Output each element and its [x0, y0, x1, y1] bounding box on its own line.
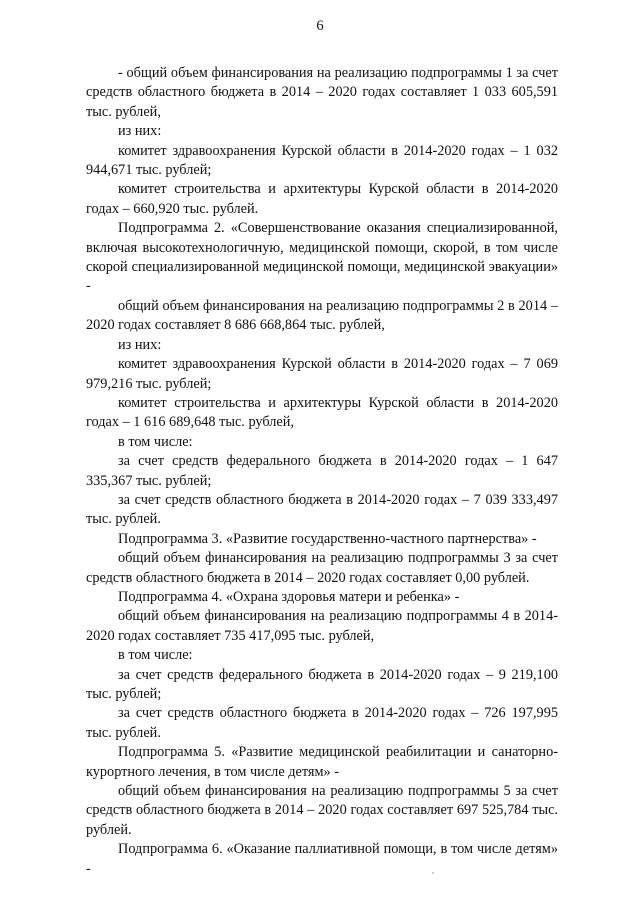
paragraph-subprogram-2-title: Подпрограмма 2. «Совершенствование оказания специализированной, включая высокотехнологичную, медицинской помощи, скорой, в том числе скорой специализированной медицинской помощи, медицинской эвакуации» -	[86, 220, 558, 295]
paragraph-subprogram-5-funding: общий объем финансирования на реализацию подпрограммы 5 за счет средств областного бюджета в 2014 – 2020 годах составляет 697 525,784 тыс. рублей.	[86, 783, 558, 838]
paragraph-federal-budget-2: за счет средств федерального бюджета в 2014-2020 годах – 1 647 335,367 тыс. рублей;	[86, 453, 558, 489]
paragraph-health-committee-2: комитет здравоохранения Курской области в 2014-2020 годах – 7 069 979,216 тыс. рублей;	[86, 356, 558, 392]
paragraph-construction-committee-2: комитет строительства и архитектуры Курской области в 2014-2020 годах – 1 616 689,648 тыс. рублей,	[86, 394, 558, 431]
paragraph-federal-budget-4: за счет средств федерального бюджета в 2014-2020 годах – 9 219,100 тыс. рублей;	[86, 666, 558, 702]
paragraph-subprogram-1-funding: - общий объем финансирования на реализацию подпрограммы 1 за счет средств областного бюджета в 2014 – 2020 годах составляет 1 033 605,591 тыс. рублей,	[86, 65, 558, 120]
paragraph-of-which: из них:	[118, 336, 162, 353]
document-body	[86, 64, 558, 879]
paragraph-regional-budget-2: за счет средств областного бюджета в 2014-2020 годах – 7 039 333,497 тыс. рублей.	[86, 491, 558, 528]
paragraph-regional-budget-4: за счет средств областного бюджета в 2014-2020 годах – 726 197,995 тыс. рублей.	[86, 705, 558, 741]
paragraph-subprogram-6-title: Подпрограмма 6. «Оказание паллиативной помощи, в том числе детям» -	[86, 841, 558, 877]
paragraph-subprogram-5-title: Подпрограмма 5. «Развитие медицинской реабилитации и санаторно-курортного лечения, в том числе детям» -	[86, 744, 558, 780]
paragraph-construction-committee-1: комитет строительства и архитектуры Курской области в 2014-2020 годах – 660,920 тыс. рублей.	[86, 181, 558, 217]
paragraph-subprogram-4-funding: общий объем финансирования на реализацию подпрограммы 4 в 2014-2020 годах составляет 735 417,095 тыс. рублей,	[86, 608, 558, 644]
paragraph-including: в том числе:	[118, 433, 193, 450]
page-number: 6	[316, 18, 324, 34]
paragraph-subprogram-3-funding: общий объем финансирования на реализацию подпрограммы 3 за счет средств областного бюджета в 2014 – 2020 годах составляет 0,00 рублей.	[86, 550, 558, 586]
paragraph-subprogram-3-title: Подпрограмма 3. «Развитие государственно-частного партнерства» -	[118, 530, 537, 547]
paragraph-health-committee-1: комитет здравоохранения Курской области в 2014-2020 годах – 1 032 944,671 тыс. рублей;	[86, 142, 558, 179]
paragraph-of-which: из них:	[118, 123, 162, 140]
paragraph-subprogram-2-funding: общий объем финансирования на реализацию подпрограммы 2 в 2014 – 2020 годах составляет 8 686 668,864 тыс. рублей,	[86, 297, 558, 334]
scan-speck	[432, 872, 434, 874]
paragraph-subprogram-4-title: Подпрограмма 4. «Охрана здоровья матери и ребенка» -	[118, 588, 460, 605]
paragraph-including: в том числе:	[118, 647, 193, 664]
